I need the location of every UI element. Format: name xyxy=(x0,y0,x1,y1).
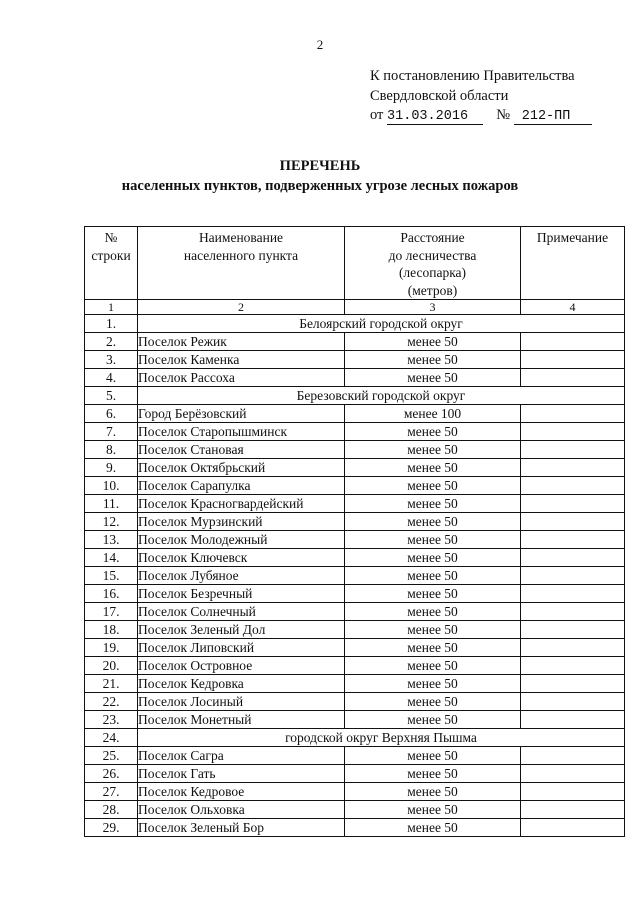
distance-value: менее 50 xyxy=(345,585,521,603)
row-number: 22. xyxy=(85,693,138,711)
settlement-name: Поселок Лубяное xyxy=(138,567,345,585)
table-row xyxy=(85,333,625,351)
settlement-name: Поселок Зеленый Дол xyxy=(138,621,345,639)
table-row xyxy=(85,621,625,639)
distance-value: менее 50 xyxy=(345,369,521,387)
row-number: 9. xyxy=(85,459,138,477)
table-row xyxy=(85,819,625,837)
distance-value: менее 50 xyxy=(345,351,521,369)
note-cell xyxy=(521,819,625,837)
table-row xyxy=(85,747,625,765)
distance-value: менее 50 xyxy=(345,477,521,495)
column-index: 1 xyxy=(85,300,138,315)
table-row xyxy=(85,441,625,459)
resolution-line-2: Свердловской области xyxy=(370,87,509,104)
header-name-line-2: населенного пункта xyxy=(183,247,299,263)
row-number: 2. xyxy=(85,333,138,351)
title-block xyxy=(0,156,640,196)
note-cell xyxy=(521,621,625,639)
section-title: Березовский городской округ xyxy=(138,387,625,405)
note-cell xyxy=(521,477,625,495)
table-row xyxy=(85,369,625,387)
settlement-name: Поселок Солнечный xyxy=(138,603,345,621)
distance-value: менее 50 xyxy=(345,801,521,819)
note-cell xyxy=(521,495,625,513)
note-cell xyxy=(521,657,625,675)
column-index: 2 xyxy=(138,300,345,315)
table-row xyxy=(85,711,625,729)
note-cell xyxy=(521,639,625,657)
note-cell xyxy=(521,765,625,783)
note-cell xyxy=(521,369,625,387)
table-row xyxy=(85,639,625,657)
document-subtitle: населенных пунктов, подверженных угрозе лесных пожаров xyxy=(121,178,519,194)
row-number: 24. xyxy=(85,729,138,747)
settlement-name: Поселок Ольховка xyxy=(138,801,345,819)
row-number: 4. xyxy=(85,369,138,387)
distance-value: менее 50 xyxy=(345,603,521,621)
row-number: 26. xyxy=(85,765,138,783)
note-cell xyxy=(521,585,625,603)
table-row xyxy=(85,459,625,477)
row-number: 3. xyxy=(85,351,138,369)
settlement-name: Поселок Рассоха xyxy=(138,369,345,387)
settlement-name: Поселок Сагра xyxy=(138,747,345,765)
table-row xyxy=(85,585,625,603)
row-number: 1. xyxy=(85,315,138,333)
section-title: Белоярский городской округ xyxy=(138,315,625,333)
row-number: 16. xyxy=(85,585,138,603)
note-cell xyxy=(521,459,625,477)
distance-value: менее 50 xyxy=(345,459,521,477)
row-number: 14. xyxy=(85,549,138,567)
distance-value: менее 50 xyxy=(345,495,521,513)
settlement-name: Поселок Молодежный xyxy=(138,531,345,549)
table-row xyxy=(85,657,625,675)
settlement-name: Город Берёзовский xyxy=(138,405,345,423)
row-number: 15. xyxy=(85,567,138,585)
settlement-name: Поселок Мурзинский xyxy=(138,513,345,531)
header-distance xyxy=(345,227,521,300)
note-cell xyxy=(521,441,625,459)
row-number: 12. xyxy=(85,513,138,531)
row-number: 7. xyxy=(85,423,138,441)
settlement-name: Поселок Каменка xyxy=(138,351,345,369)
row-number: 13. xyxy=(85,531,138,549)
resolution-date-line xyxy=(370,106,592,126)
distance-value: менее 50 xyxy=(345,747,521,765)
settlement-name: Поселок Кедровое xyxy=(138,783,345,801)
settlement-name: Поселок Красногвардейский xyxy=(138,495,345,513)
header-number-line-1: № xyxy=(104,230,118,245)
table-row xyxy=(85,477,625,495)
note-cell xyxy=(521,333,625,351)
settlement-name: Поселок Зеленый Бор xyxy=(138,819,345,837)
row-number: 10. xyxy=(85,477,138,495)
settlements-table xyxy=(84,226,625,837)
page-number: 2 xyxy=(316,37,324,52)
note-cell xyxy=(521,531,625,549)
note-cell xyxy=(521,801,625,819)
row-number: 20. xyxy=(85,657,138,675)
column-index: 4 xyxy=(521,300,625,315)
table-row xyxy=(85,801,625,819)
distance-value: менее 50 xyxy=(345,531,521,549)
header-name-line-1: Наименование xyxy=(198,230,284,245)
distance-value: менее 100 xyxy=(345,405,521,423)
table-row xyxy=(85,783,625,801)
table-row xyxy=(85,405,625,423)
distance-value: менее 50 xyxy=(345,549,521,567)
settlement-name: Поселок Режик xyxy=(138,333,345,351)
table-row xyxy=(85,693,625,711)
section-row xyxy=(85,387,625,405)
from-label: от xyxy=(370,107,384,123)
settlement-name: Поселок Гать xyxy=(138,765,345,783)
row-number: 28. xyxy=(85,801,138,819)
resolution-number xyxy=(514,110,592,125)
section-row xyxy=(85,729,625,747)
table-row xyxy=(85,549,625,567)
row-number: 11. xyxy=(85,495,138,513)
table-row xyxy=(85,567,625,585)
note-cell xyxy=(521,747,625,765)
table-header-row xyxy=(85,227,625,300)
settlement-name: Поселок Старопышминск xyxy=(138,423,345,441)
row-number: 8. xyxy=(85,441,138,459)
distance-value: менее 50 xyxy=(345,783,521,801)
note-cell xyxy=(521,711,625,729)
distance-value: менее 50 xyxy=(345,423,521,441)
row-number: 23. xyxy=(85,711,138,729)
document-title: ПЕРЕЧЕНЬ xyxy=(279,158,361,174)
header-note xyxy=(521,227,625,300)
settlement-name: Поселок Ключевск xyxy=(138,549,345,567)
row-number: 6. xyxy=(85,405,138,423)
header-number xyxy=(85,227,138,300)
settlement-name: Поселок Становая xyxy=(138,441,345,459)
header-name xyxy=(138,227,345,300)
distance-value: менее 50 xyxy=(345,513,521,531)
distance-value: менее 50 xyxy=(345,765,521,783)
table-row xyxy=(85,513,625,531)
settlement-name: Поселок Монетный xyxy=(138,711,345,729)
settlement-name: Поселок Кедровка xyxy=(138,675,345,693)
table-body xyxy=(85,315,625,837)
header-distance-line-3: (лесопарка) xyxy=(398,265,467,280)
settlement-name: Поселок Островное xyxy=(138,657,345,675)
distance-value: менее 50 xyxy=(345,675,521,693)
header-note-label: Примечание xyxy=(536,230,609,245)
distance-value: менее 50 xyxy=(345,693,521,711)
distance-value: менее 50 xyxy=(345,657,521,675)
header-distance-line-1: Расстояние xyxy=(400,230,465,245)
settlement-name: Поселок Безречный xyxy=(138,585,345,603)
distance-value: менее 50 xyxy=(345,567,521,585)
resolution-line-1: К постановлению Правительства xyxy=(370,68,575,84)
row-number: 18. xyxy=(85,621,138,639)
settlement-name: Поселок Липовский xyxy=(138,639,345,657)
table-row xyxy=(85,531,625,549)
row-number: 29. xyxy=(85,819,138,837)
resolution-number-text: 212-ПП xyxy=(521,109,571,124)
note-cell xyxy=(521,405,625,423)
note-cell xyxy=(521,351,625,369)
distance-value: менее 50 xyxy=(345,621,521,639)
resolution-reference xyxy=(370,67,592,126)
settlement-name: Поселок Октябрьский xyxy=(138,459,345,477)
number-label: № xyxy=(496,107,511,123)
table-row xyxy=(85,603,625,621)
note-cell xyxy=(521,603,625,621)
note-cell xyxy=(521,513,625,531)
distance-value: менее 50 xyxy=(345,711,521,729)
note-cell xyxy=(521,693,625,711)
row-number: 27. xyxy=(85,783,138,801)
column-index: 3 xyxy=(345,300,521,315)
note-cell xyxy=(521,423,625,441)
settlement-name: Поселок Лосиный xyxy=(138,693,345,711)
note-cell xyxy=(521,549,625,567)
table-row xyxy=(85,351,625,369)
distance-value: менее 50 xyxy=(345,819,521,837)
note-cell xyxy=(521,783,625,801)
note-cell xyxy=(521,675,625,693)
distance-value: менее 50 xyxy=(345,333,521,351)
header-distance-line-2: до лесничества xyxy=(388,247,477,263)
row-number: 25. xyxy=(85,747,138,765)
distance-value: менее 50 xyxy=(345,639,521,657)
row-number: 17. xyxy=(85,603,138,621)
table-row xyxy=(85,495,625,513)
row-number: 21. xyxy=(85,675,138,693)
table-row xyxy=(85,765,625,783)
settlement-name: Поселок Сарапулка xyxy=(138,477,345,495)
note-cell xyxy=(521,567,625,585)
row-number: 5. xyxy=(85,387,138,405)
header-distance-line-4: (метров) xyxy=(407,282,458,298)
distance-value: менее 50 xyxy=(345,441,521,459)
resolution-date: 31.03.2016 xyxy=(387,110,483,125)
table-row xyxy=(85,675,625,693)
section-row xyxy=(85,315,625,333)
column-index-row xyxy=(85,300,625,315)
row-number: 19. xyxy=(85,639,138,657)
section-title: городской округ Верхняя Пышма xyxy=(138,729,625,747)
header-number-line-2: строки xyxy=(91,247,131,263)
table-row xyxy=(85,423,625,441)
